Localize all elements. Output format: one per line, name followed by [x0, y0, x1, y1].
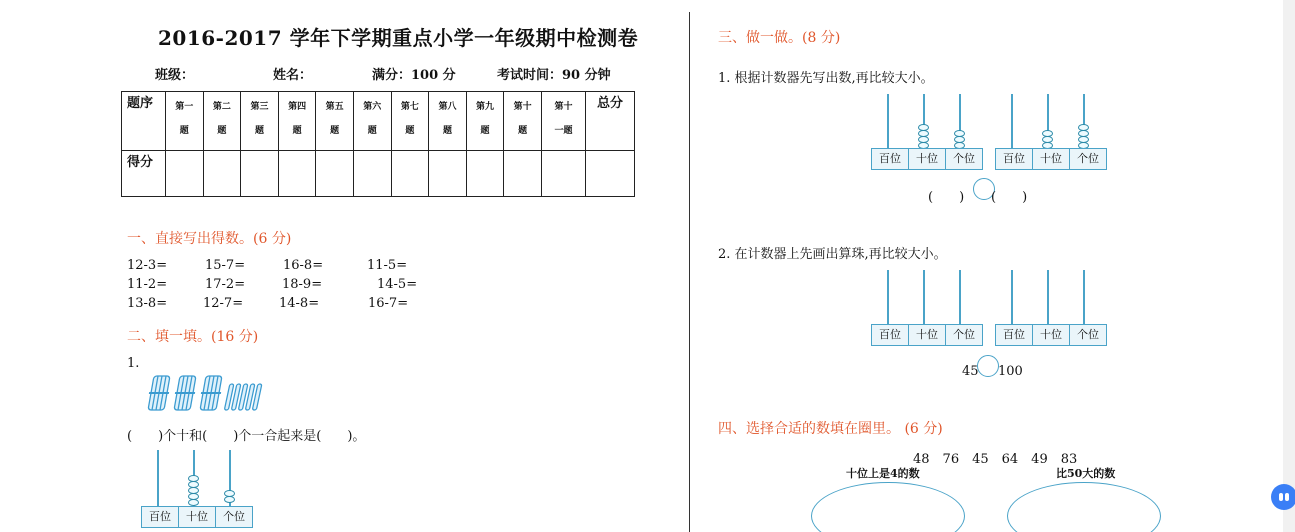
ones-label: 个位: [945, 149, 982, 169]
question-number: 1.: [127, 356, 140, 371]
hundreds-label: 百位: [149, 510, 171, 523]
place-value-board: [871, 148, 983, 170]
question-text: 2. 在计数器上先画出算珠,再比较大小。: [718, 247, 947, 262]
stick-bundles-image: [146, 374, 276, 414]
tens-label: 十位: [908, 149, 945, 169]
compare-circle[interactable]: [977, 355, 999, 377]
rod-hundreds: [1011, 94, 1013, 152]
problem: 11-2=: [127, 277, 168, 292]
col-header: 第六 题: [353, 92, 391, 151]
answer-ellipse-right[interactable]: [1007, 482, 1161, 532]
problem: 14-5=: [377, 277, 418, 292]
bead: [224, 496, 235, 503]
rod-hundreds: [887, 270, 889, 328]
compare-right-number: 100: [998, 364, 1023, 379]
col-header: 第八 题: [429, 92, 467, 151]
score-cell[interactable]: [353, 151, 391, 197]
problem: 12-3=: [127, 258, 168, 273]
problem: 16-7=: [368, 296, 409, 311]
ones-label: 个位: [1069, 149, 1106, 169]
empty-counting-frame[interactable]: [995, 270, 1105, 348]
col-header: 第三 题: [241, 92, 279, 151]
rod-hundreds: [1011, 270, 1013, 328]
counting-frame: [871, 94, 981, 172]
number-choices: 48 76 45 64 49 83: [913, 452, 1078, 467]
scrollbar[interactable]: [1283, 0, 1295, 532]
compare-left-number: 45: [962, 364, 979, 379]
answer-blank-right[interactable]: ( ): [991, 190, 1028, 205]
set-label-right: 比50大的数: [1056, 467, 1116, 480]
ones-label: 个位: [945, 325, 982, 345]
hundreds-label: 百位: [879, 328, 901, 341]
full-score-label: 满分：100 分: [372, 68, 456, 83]
place-value-board: [995, 148, 1107, 170]
score-cell[interactable]: [429, 151, 467, 197]
col-header: 第九 题: [466, 92, 504, 151]
score-cell[interactable]: [466, 151, 504, 197]
question-text: ( )个十和( )个一合起来是( )。: [127, 429, 366, 444]
rod-tens: [923, 270, 925, 328]
col-header: 第七 题: [391, 92, 429, 151]
chat-assistant-icon[interactable]: [1271, 484, 1295, 510]
rod-tens: [1047, 270, 1049, 328]
section4-heading: 四、选择合适的数填在圈里。 (6 分): [718, 421, 943, 437]
problem: 14-8=: [279, 296, 320, 311]
answer-ellipse-left[interactable]: [811, 482, 965, 532]
class-label: 班级：: [155, 68, 195, 83]
section3-heading: 三、做一做。(8 分): [718, 30, 841, 46]
problem: 12-7=: [203, 296, 244, 311]
tens-label: 十位: [1032, 149, 1069, 169]
col-header: 第十 一题: [542, 92, 586, 151]
score-cell[interactable]: [542, 151, 586, 197]
hundreds-label: 百位: [1003, 328, 1025, 341]
col-header: 第二 题: [203, 92, 241, 151]
column-divider: [689, 12, 690, 532]
problem: 15-7=: [205, 258, 246, 273]
set-label-left: 十位上是4的数: [846, 467, 920, 480]
counting-frame: [995, 94, 1105, 172]
place-value-board: [995, 324, 1107, 346]
section2-heading: 二、填一填。(16 分): [127, 329, 259, 345]
rod-hundreds: [887, 94, 889, 152]
exam-title: 2016-2017 学年下学期重点小学一年级期中检测卷: [158, 26, 639, 50]
rod-hundreds: [157, 450, 159, 508]
score-cell[interactable]: [166, 151, 204, 197]
answer-blank-left[interactable]: ( ): [928, 190, 965, 205]
rod-ones: [1083, 270, 1085, 328]
tens-label: 十位: [1032, 325, 1069, 345]
score-cell[interactable]: [391, 151, 429, 197]
col-header: 第十 题: [504, 92, 542, 151]
score-cell[interactable]: [316, 151, 354, 197]
tens-label: 十位: [908, 325, 945, 345]
total-header: 总分: [586, 92, 635, 151]
row-label-order: 题序: [122, 92, 166, 151]
hundreds-label: 百位: [1003, 152, 1025, 165]
question-text: 1. 根据计数器先写出数,再比较大小。: [718, 71, 934, 86]
col-header: 第一 题: [166, 92, 204, 151]
row-label-score: 得分: [122, 151, 166, 197]
ones-label: 个位: [215, 507, 252, 527]
place-value-board: [141, 506, 253, 528]
empty-counting-frame[interactable]: [871, 270, 981, 348]
exam-time-label: 考试时间：90 分钟: [497, 68, 611, 83]
problem: 17-2=: [205, 277, 246, 292]
col-header: 第五 题: [316, 92, 354, 151]
score-cell[interactable]: [504, 151, 542, 197]
ones-label: 个位: [1069, 325, 1106, 345]
score-cell[interactable]: [241, 151, 279, 197]
problem: 11-5=: [367, 258, 408, 273]
hundreds-label: 百位: [879, 152, 901, 165]
score-cell[interactable]: [278, 151, 316, 197]
counting-frame: [141, 450, 251, 532]
section1-heading: 一、直接写出得数。(6 分): [127, 231, 292, 247]
col-header: 第四 题: [278, 92, 316, 151]
name-label: 姓名：: [273, 68, 313, 83]
score-cell[interactable]: [203, 151, 241, 197]
place-value-board: [871, 324, 983, 346]
score-table: [121, 91, 635, 197]
problem: 16-8=: [283, 258, 324, 273]
tens-label: 十位: [178, 507, 215, 527]
problem: 13-8=: [127, 296, 168, 311]
total-score-cell[interactable]: [586, 151, 635, 197]
problem: 18-9=: [282, 277, 323, 292]
bead: [188, 499, 199, 506]
rod-ones: [959, 270, 961, 328]
